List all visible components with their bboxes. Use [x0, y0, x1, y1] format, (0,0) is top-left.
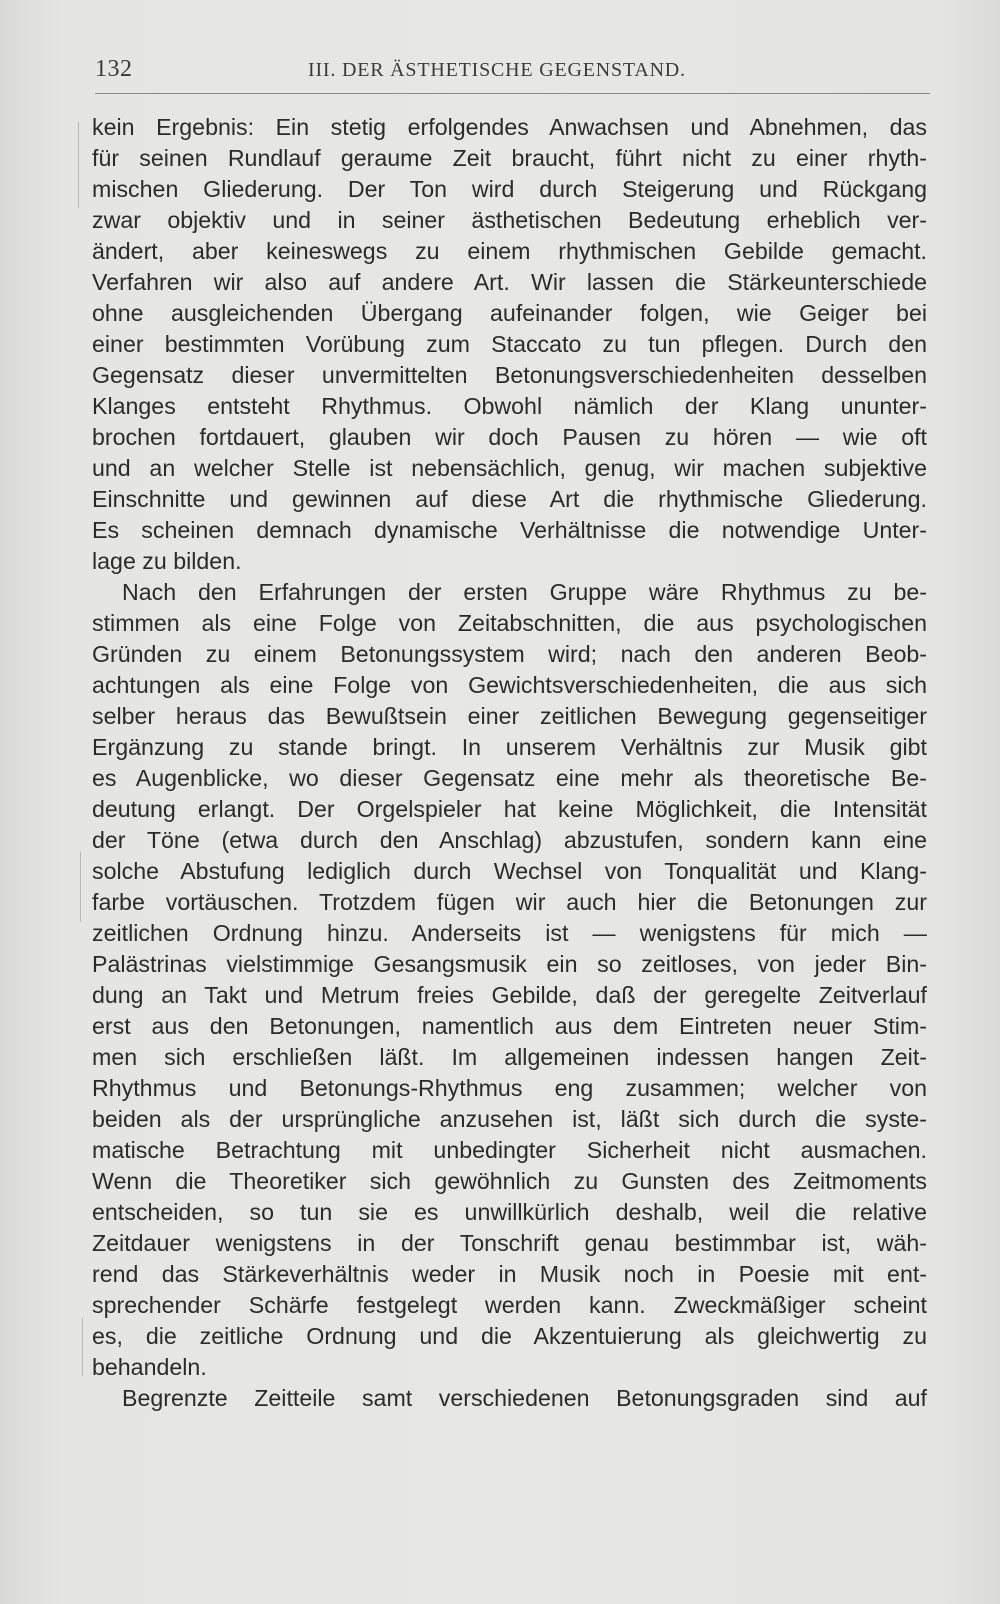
- text-line: mischen Gliederung. Der Ton wird durch Steigerung und Rückgang: [92, 176, 927, 202]
- text-line: Gegensatz dieser unvermittelten Betonungsverschiedenheiten desselben: [92, 362, 927, 388]
- margin-mark: [80, 852, 81, 922]
- text-line: Klanges entsteht Rhythmus. Obwohl nämlich der Klang ununter-: [92, 393, 927, 419]
- text-line: erst aus den Betonungen, namentlich aus dem Eintreten neuer Stim-: [92, 1013, 927, 1039]
- text-line: farbe vortäuschen. Trotzdem fügen wir auch hier die Betonungen zur: [92, 889, 927, 915]
- text-line: zeitlichen Ordnung hinzu. Anderseits ist — wenigstens für mich —: [92, 920, 927, 946]
- margin-mark: [78, 122, 79, 208]
- header-rule: [95, 93, 930, 94]
- text-line: Wenn die Theoretiker sich gewöhnlich zu Gunsten des Zeitmoments: [92, 1168, 927, 1194]
- text-line: Nach den Erfahrungen der ersten Gruppe wäre Rhythmus zu be-: [122, 579, 927, 605]
- text-line: Palästrinas vielstimmige Gesangsmusik ein so zeitloses, von jeder Bin-: [92, 951, 927, 977]
- text-line: für seinen Rundlauf geraume Zeit braucht, führt nicht zu einer rhyth-: [92, 145, 927, 171]
- text-line: sprechender Schärfe festgelegt werden kann. Zweckmäßiger scheint: [92, 1292, 927, 1318]
- text-line: zwar objektiv und in seiner ästhetischen Bedeutung erheblich ver-: [92, 207, 927, 233]
- text-line: der Töne (etwa durch den Anschlag) abzustufen, sondern kann eine: [92, 827, 927, 853]
- text-line: Gründen zu einem Betonungssystem wird; nach den anderen Beob-: [92, 641, 927, 667]
- text-line: es, die zeitliche Ordnung und die Akzentuierung als gleichwertig zu: [92, 1323, 927, 1349]
- text-line: entscheiden, so tun sie es unwillkürlich deshalb, weil die relative: [92, 1199, 927, 1225]
- text-line: es Augenblicke, wo dieser Gegensatz eine mehr als theoretische Be-: [92, 765, 927, 791]
- text-line: Ergänzung zu stande bringt. In unserem Verhältnis zur Musik gibt: [92, 734, 927, 760]
- text-line: Rhythmus und Betonungs-Rhythmus eng zusammen; welcher von: [92, 1075, 927, 1101]
- text-line: Es scheinen demnach dynamische Verhältnisse die notwendige Unter-: [92, 517, 927, 543]
- text-line: selber heraus das Bewußtsein einer zeitlichen Bewegung gegenseitiger: [92, 703, 927, 729]
- text-line: rend das Stärkeverhältnis weder in Musik noch in Poesie mit ent-: [92, 1261, 927, 1287]
- page-number: 132: [95, 56, 133, 82]
- text-line: behandeln.: [92, 1354, 207, 1380]
- text-line: dung an Takt und Metrum freies Gebilde, daß der geregelte Zeitverlauf: [92, 982, 927, 1008]
- running-head: III. DER ÄSTHETISCHE GEGENSTAND.: [308, 59, 686, 81]
- text-line: achtungen als eine Folge von Gewichtsverschiedenheiten, die aus sich: [92, 672, 927, 698]
- text-line: ändert, aber keineswegs zu einem rhythmischen Gebilde gemacht.: [92, 238, 927, 264]
- text-line: matische Betrachtung mit unbedingter Sicherheit nicht ausmachen.: [92, 1137, 927, 1163]
- page-header: [95, 56, 930, 90]
- text-line: ohne ausgleichenden Übergang aufeinander folgen, wie Geiger bei: [92, 300, 927, 326]
- margin-mark: [82, 1318, 83, 1376]
- text-line: stimmen als eine Folge von Zeitabschnitten, die aus psychologischen: [92, 610, 927, 636]
- text-line: men sich erschließen läßt. Im allgemeinen indessen hangen Zeit-: [92, 1044, 927, 1070]
- text-line: Begrenzte Zeitteile samt verschiedenen Betonungsgraden sind auf: [122, 1385, 927, 1411]
- text-line: deutung erlangt. Der Orgelspieler hat keine Möglichkeit, die Intensität: [92, 796, 927, 822]
- text-line: lage zu bilden.: [92, 548, 242, 574]
- text-line: Einschnitte und gewinnen auf diese Art die rhythmische Gliederung.: [92, 486, 927, 512]
- text-line: kein Ergebnis: Ein stetig erfolgendes Anwachsen und Abnehmen, das: [92, 114, 927, 140]
- text-line: Zeitdauer wenigstens in der Tonschrift genau bestimmbar ist, wäh-: [92, 1230, 927, 1256]
- text-line: Verfahren wir also auf andere Art. Wir lassen die Stärkeunterschiede: [92, 269, 927, 295]
- body-text: [92, 112, 927, 1414]
- text-line: beiden als der ursprüngliche anzusehen ist, läßt sich durch die syste-: [92, 1106, 927, 1132]
- text-line: und an welcher Stelle ist nebensächlich, genug, wir machen subjektive: [92, 455, 927, 481]
- text-line: brochen fortdauert, glauben wir doch Pausen zu hören — wie oft: [92, 424, 927, 450]
- text-line: solche Abstufung lediglich durch Wechsel von Tonqualität und Klang-: [92, 858, 927, 884]
- text-line: einer bestimmten Vorübung zum Staccato zu tun pflegen. Durch den: [92, 331, 927, 357]
